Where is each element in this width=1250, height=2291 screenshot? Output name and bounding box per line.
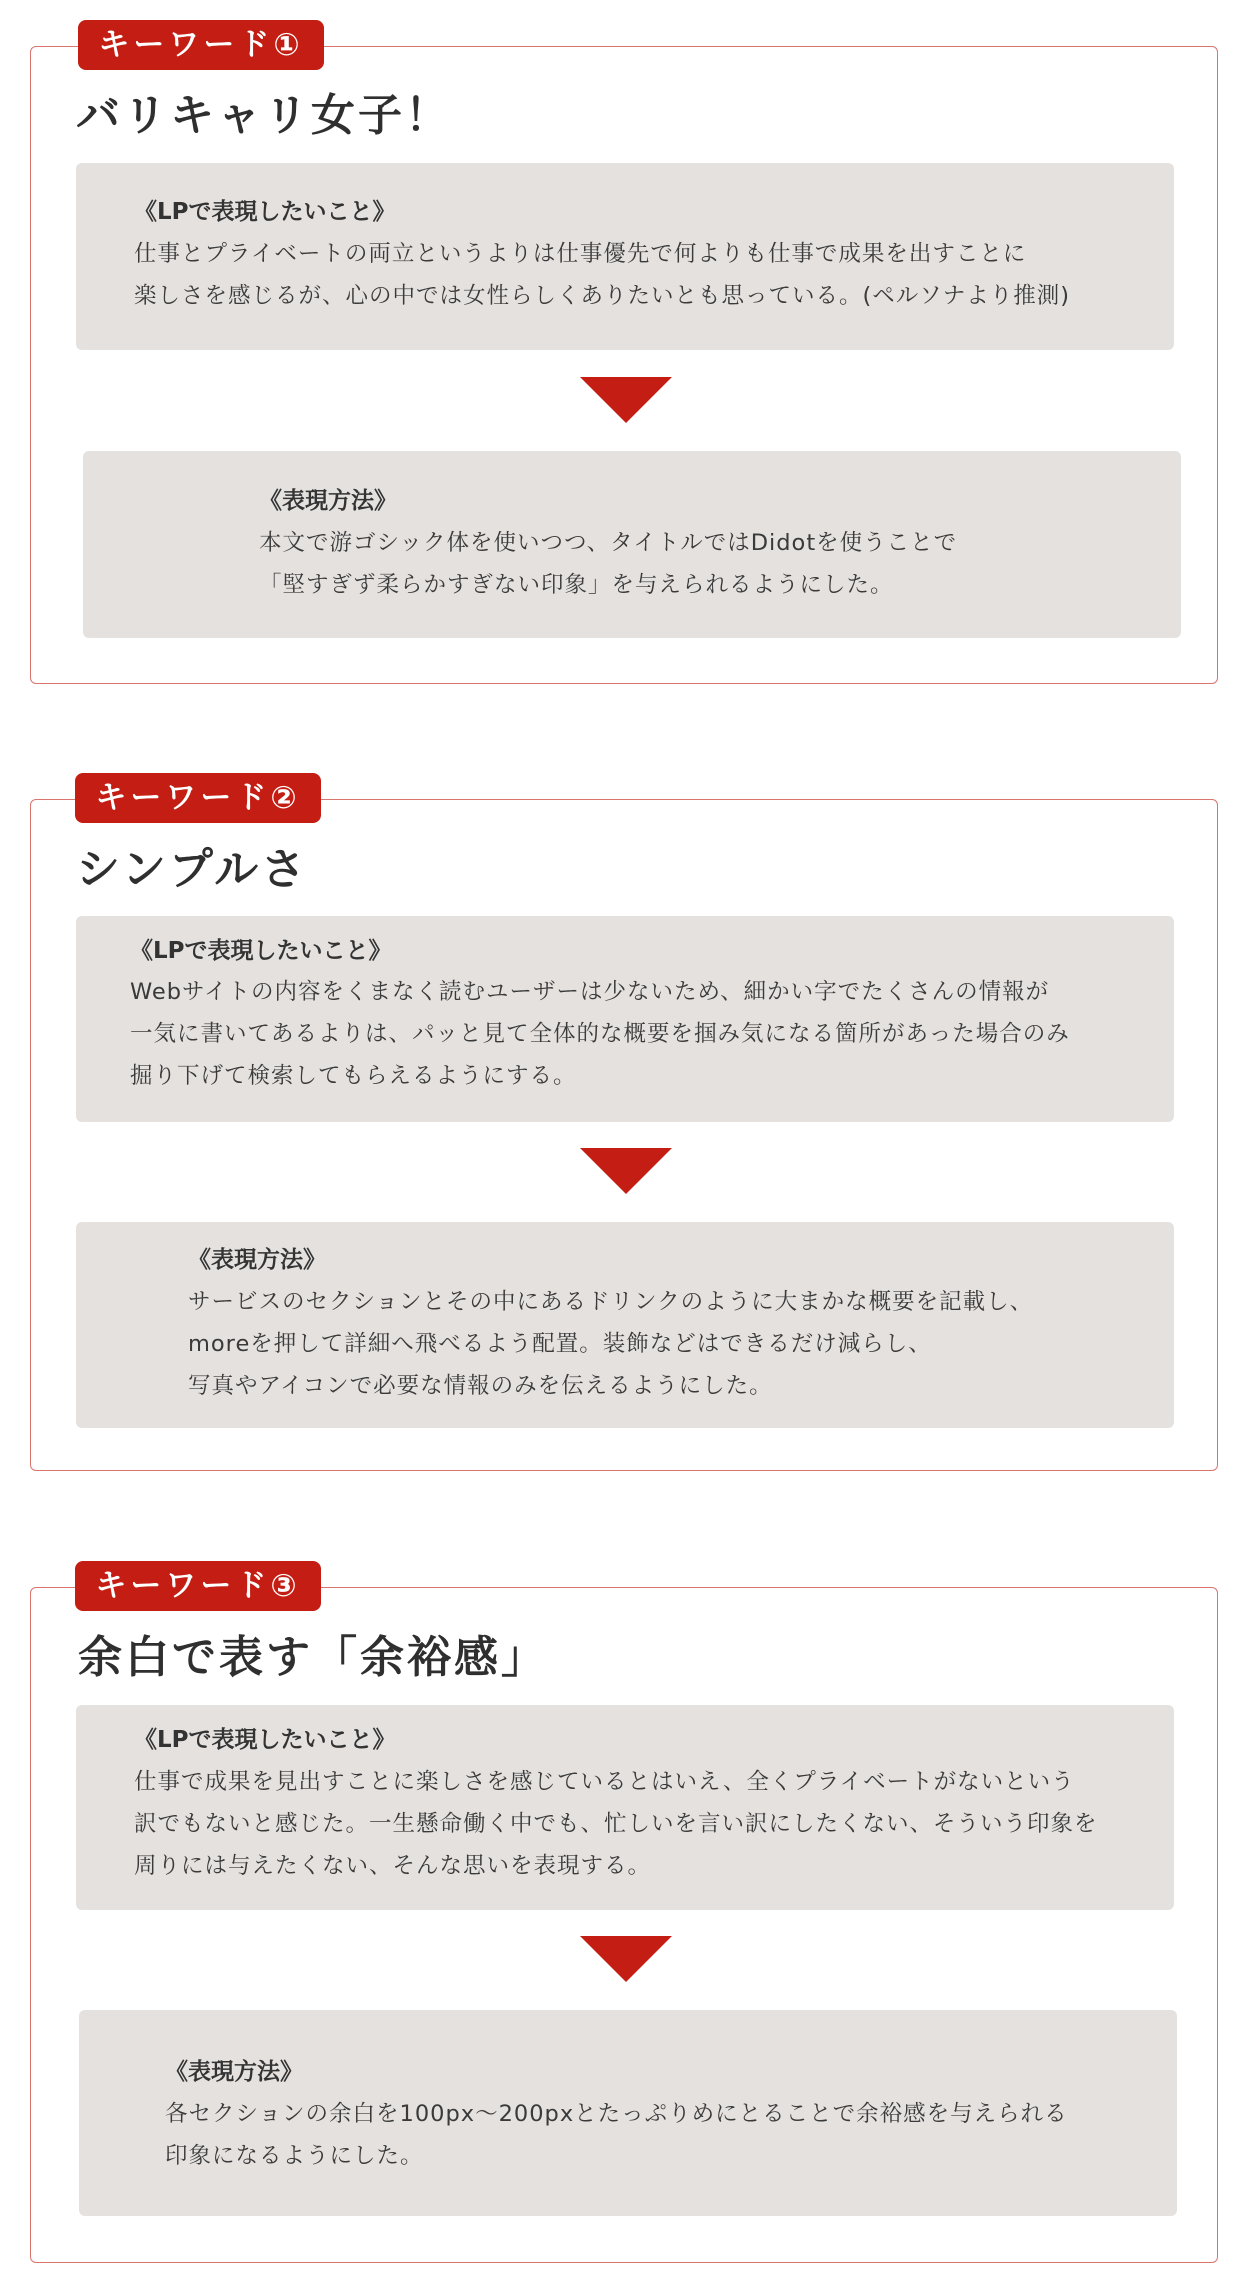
method-line: サービスのセクションとその中にあるドリンクのように大まかな概要を記載し、	[188, 1289, 1034, 1315]
method-body-3	[165, 2093, 1068, 2177]
want-box-3	[76, 1705, 1174, 1910]
keyword-tag-1: キーワード①	[78, 20, 324, 70]
method-title-3: 《表現方法》	[165, 2059, 303, 2085]
down-arrow-icon	[580, 377, 672, 423]
want-line: 一気に書いてあるよりは、パッと見て全体的な概要を掴み気になる箇所があった場合のみ	[130, 1021, 1070, 1047]
want-line: 楽しさを感じるが、心の中では女性らしくありたいとも思っている。(ペルソナより推測)	[134, 283, 1071, 309]
want-body-3	[134, 1761, 1098, 1887]
want-title-3: 《LPで表現したいこと》	[134, 1727, 396, 1753]
want-line: 訳でもないと感じた。一生懸命働く中でも、忙しいを言い訳にしたくない、そういう印象を	[134, 1811, 1098, 1837]
method-line: 「堅すぎず柔らかすぎない印象」を与えられるようにした。	[259, 572, 894, 598]
method-line: moreを押して詳細へ飛べるよう配置。装飾などはできるだけ減らし、	[188, 1331, 932, 1357]
method-line: 本文で游ゴシック体を使いつつ、タイトルではDidotを使うことで	[259, 530, 958, 556]
method-box-3	[79, 2010, 1177, 2216]
want-title-1: 《LPで表現したいこと》	[134, 199, 396, 225]
want-line: 仕事で成果を見出すことに楽しさを感じているとはいえ、全くプライベートがないという	[134, 1769, 1075, 1795]
want-box-2	[76, 916, 1174, 1122]
want-body-1	[134, 233, 1070, 317]
method-line: 印象になるようにした。	[165, 2143, 424, 2169]
method-body-1	[259, 522, 957, 606]
method-line: 写真やアイコンで必要な情報のみを伝えるようにした。	[188, 1373, 773, 1399]
method-box-1	[83, 451, 1181, 638]
method-box-2	[76, 1222, 1174, 1428]
keyword-heading-2: シンプルさ	[76, 844, 309, 895]
method-body-2	[188, 1281, 1033, 1407]
want-line: 仕事とプライベートの両立というよりは仕事優先で何よりも仕事で成果を出すことに	[134, 241, 1027, 267]
want-line: 周りには与えたくない、そんな思いを表現する。	[134, 1853, 652, 1879]
want-body-2	[130, 971, 1070, 1097]
method-title-1: 《表現方法》	[259, 488, 397, 514]
method-title-2: 《表現方法》	[188, 1247, 326, 1273]
want-title-2: 《LPで表現したいこと》	[130, 938, 392, 964]
keyword-heading-1: バリキャリ女子！	[76, 90, 452, 141]
want-line: 掘り下げて検索してもらえるようにする。	[130, 1063, 577, 1089]
down-arrow-icon	[580, 1148, 672, 1194]
keyword-tag-2: キーワード②	[75, 773, 321, 823]
keyword-tag-3: キーワード③	[75, 1561, 321, 1611]
want-box-1	[76, 163, 1174, 350]
method-line: 各セクションの余白を100px〜200pxとたっぷりめにとることで余裕感を与えられる	[165, 2101, 1068, 2127]
want-line: Webサイトの内容をくまなく読むユーザーは少ないため、細かい字でたくさんの情報が	[130, 979, 1050, 1005]
keyword-heading-3: 余白で表す「余裕感」	[78, 1632, 548, 1683]
down-arrow-icon	[580, 1936, 672, 1982]
